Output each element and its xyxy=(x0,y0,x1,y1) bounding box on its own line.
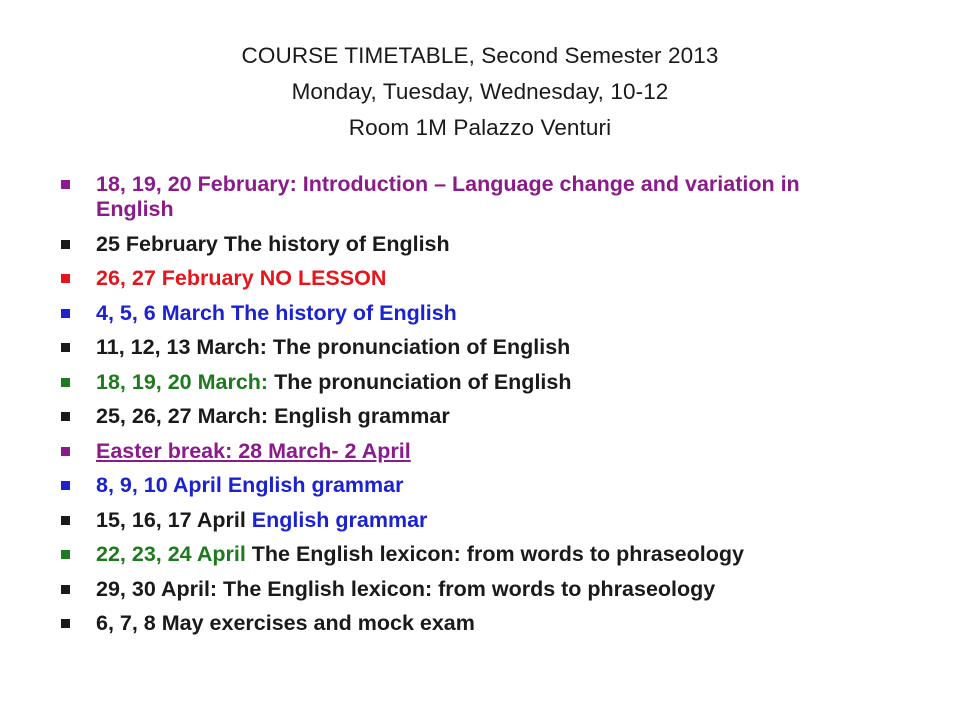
title-line-room: Room 1M Palazzo Venturi xyxy=(348,115,612,140)
square-bullet-icon xyxy=(61,378,70,387)
timetable-item xyxy=(56,404,906,429)
timetable-item-text: 15, 16, 17 April xyxy=(96,507,252,532)
timetable-item xyxy=(56,611,906,636)
square-bullet-icon xyxy=(61,619,70,628)
square-bullet-icon xyxy=(61,240,70,249)
timetable-item xyxy=(56,335,906,360)
timetable-item-text: 11, 12, 13 March: The pronunciation of English xyxy=(96,335,571,359)
square-bullet-icon xyxy=(61,343,70,352)
timetable-item xyxy=(56,232,906,257)
timetable-item-text: 6, 7, 8 May exercises and mock exam xyxy=(96,611,475,635)
timetable-item-text: 18, 19, 20 February: Introduction – Language change and variation in English xyxy=(96,172,800,221)
square-bullet-icon xyxy=(61,447,70,456)
square-bullet-icon xyxy=(61,481,70,490)
square-bullet-icon xyxy=(61,180,70,189)
timetable-item-text: 22, 23, 24 April xyxy=(96,542,252,566)
title-line-course: COURSE TIMETABLE, Second Semester 2013 xyxy=(241,43,719,68)
timetable-item-text: The English lexicon: from words to phraseology xyxy=(251,542,744,566)
square-bullet-icon xyxy=(61,516,70,525)
timetable-item-text: The pronunciation of English xyxy=(274,369,572,394)
square-bullet-icon xyxy=(61,274,70,283)
timetable-item-text: 29, 30 April: The English lexicon: from words to phraseology xyxy=(96,576,716,601)
timetable-item xyxy=(56,172,816,222)
timetable-item xyxy=(56,577,906,602)
square-bullet-icon xyxy=(61,585,70,594)
slide-title xyxy=(0,38,960,146)
timetable-item-text: 25, 26, 27 March: English grammar xyxy=(96,404,450,428)
timetable-item xyxy=(56,439,906,464)
timetable-item-text: 4, 5, 6 March The history of English xyxy=(96,300,457,325)
timetable-item-text: Easter break: 28 March- 2 April xyxy=(96,438,411,463)
timetable-list xyxy=(56,172,906,646)
timetable-item xyxy=(56,266,906,291)
square-bullet-icon xyxy=(61,550,70,559)
timetable-item-text: 18, 19, 20 March: xyxy=(96,369,275,394)
timetable-item-text: 25 February The history of English xyxy=(96,231,450,256)
title-line-days: Monday, Tuesday, Wednesday, 10-12 xyxy=(291,79,669,104)
timetable-item xyxy=(56,301,906,326)
timetable-item xyxy=(56,370,906,395)
timetable-item-text: 26, 27 February NO LESSON xyxy=(96,266,387,290)
square-bullet-icon xyxy=(61,309,70,318)
timetable-item-text: 8, 9, 10 April English grammar xyxy=(96,473,404,497)
timetable-item xyxy=(56,508,906,533)
square-bullet-icon xyxy=(61,412,70,421)
timetable-item xyxy=(56,542,906,567)
timetable-item-text: English grammar xyxy=(251,507,428,532)
timetable-item xyxy=(56,473,906,498)
